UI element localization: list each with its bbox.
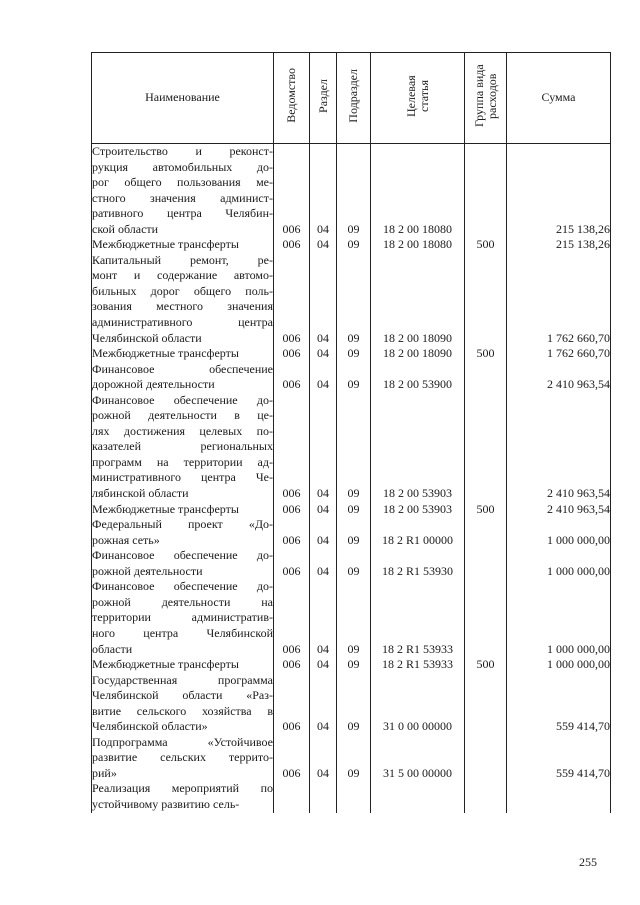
row-name-line: Государственная программа [92,672,273,687]
row-name-line: стного значения админист- [92,190,273,205]
row-expense-group: 500 [465,237,507,253]
row-target: 18 2 R1 00000 [371,517,465,548]
row-target: 18 2 R1 53930 [371,548,465,579]
row-expense-group [465,579,507,657]
row-expense-group [465,781,507,812]
row-target: 18 2 00 53903 [371,502,465,518]
row-razdel [310,781,337,812]
table-row [92,673,611,735]
row-name-line: дорожной деятельности [92,377,215,392]
row-vedomstvo: 006 [274,657,310,673]
row-sum: 1 000 000,00 [507,579,611,657]
table-row [92,144,611,238]
row-name-line: рожной деятельности на [92,594,273,609]
row-podrazdel: 09 [337,735,371,782]
row-name-line: ративного центра Челябин- [92,206,273,221]
row-name [92,393,274,502]
row-sum: 1 762 660,70 [507,253,611,346]
row-expense-group: 500 [465,657,507,673]
row-target: 18 2 00 18090 [371,253,465,346]
row-name-line: Финансовое обеспечение до- [92,548,273,563]
row-sum [507,781,611,812]
header-podrazdel: Подраздел [337,53,371,144]
row-sum: 559 414,70 [507,735,611,782]
row-name-line: рожная сеть» [92,532,160,547]
row-name-line: рог общего пользования ме- [92,175,273,190]
row-razdel: 04 [310,362,337,393]
row-podrazdel: 09 [337,393,371,502]
row-name-line: Строительство и реконст- [92,144,273,158]
row-name-line: Подпрограмма «Устойчивое [92,734,273,749]
row-name [92,346,274,362]
header-expense-group: Группа вида расходов [465,53,507,144]
table-header-row [92,53,611,144]
row-name-line: рукция автомобильных до- [92,159,273,174]
row-name-line: Челябинской области» [92,719,208,734]
row-name [92,362,274,393]
row-expense-group [465,362,507,393]
row-name-line: ской области [92,221,159,236]
row-name [92,735,274,782]
row-expense-group [465,735,507,782]
row-razdel: 04 [310,237,337,253]
row-vedomstvo: 006 [274,237,310,253]
row-name [92,579,274,657]
table-row [92,237,611,253]
row-name-line: программ на территории ад- [92,454,273,469]
row-podrazdel: 09 [337,517,371,548]
row-name-line: казателей региональных [92,439,273,454]
row-podrazdel: 09 [337,253,371,346]
row-expense-group: 500 [465,502,507,518]
row-podrazdel: 09 [337,362,371,393]
row-vedomstvo: 006 [274,517,310,548]
row-podrazdel: 09 [337,673,371,735]
header-name: Наименование [92,53,274,144]
row-sum: 215 138,26 [507,144,611,238]
row-razdel: 04 [310,673,337,735]
row-name-line: Капитальный ремонт, ре- [92,252,273,267]
row-name-line: лябинской области [92,486,189,501]
row-vedomstvo [274,781,310,812]
table-row [92,362,611,393]
row-name-line: Реализация мероприятий по [92,781,273,796]
row-podrazdel [337,781,371,812]
row-target: 31 5 00 00000 [371,735,465,782]
row-name-line: Финансовое обеспечение до- [92,392,273,407]
row-expense-group: 500 [465,346,507,362]
row-target: 18 2 R1 53933 [371,579,465,657]
row-razdel: 04 [310,346,337,362]
row-name [92,517,274,548]
row-expense-group [465,517,507,548]
table-body [92,144,611,813]
row-name-line: Челябинской области «Раз- [92,688,273,703]
table-row [92,781,611,812]
row-name [92,144,274,238]
row-name-line: Межбюджетные трансферты [92,657,239,672]
row-target: 31 0 00 00000 [371,673,465,735]
row-podrazdel: 09 [337,346,371,362]
row-name-line: Межбюджетные трансферты [92,346,239,361]
row-razdel: 04 [310,502,337,518]
row-expense-group [465,144,507,238]
row-sum: 1 762 660,70 [507,346,611,362]
row-vedomstvo: 006 [274,253,310,346]
table-row [92,517,611,548]
table-row [92,735,611,782]
table-row [92,502,611,518]
row-razdel: 04 [310,253,337,346]
row-podrazdel: 09 [337,657,371,673]
row-name-line: Межбюджетные трансферты [92,501,239,516]
row-name-line: ного центра Челябинской [92,625,273,640]
row-sum: 559 414,70 [507,673,611,735]
row-sum: 2 410 963,54 [507,393,611,502]
row-name [92,502,274,518]
row-target: 18 2 00 18080 [371,237,465,253]
page-number: 255 [579,855,597,869]
row-sum: 1 000 000,00 [507,517,611,548]
row-vedomstvo: 006 [274,144,310,238]
row-podrazdel: 09 [337,237,371,253]
row-name-line: рий» [92,765,117,780]
row-name-line: витие сельского хозяйства в [92,703,273,718]
row-name-line: Челябинской области [92,330,202,345]
table-row [92,548,611,579]
header-razdel: Раздел [310,53,337,144]
row-expense-group [465,673,507,735]
row-razdel: 04 [310,657,337,673]
table-row [92,393,611,502]
row-sum: 1 000 000,00 [507,657,611,673]
row-name-line: территории административ- [92,610,273,625]
table-row [92,346,611,362]
row-name-line: монт и содержание автомо- [92,268,273,283]
row-vedomstvo: 006 [274,579,310,657]
row-vedomstvo: 006 [274,735,310,782]
row-target [371,781,465,812]
row-sum: 2 410 963,54 [507,362,611,393]
row-razdel: 04 [310,144,337,238]
row-name [92,657,274,673]
header-sum: Сумма [507,53,611,144]
row-podrazdel: 09 [337,579,371,657]
row-vedomstvo: 006 [274,362,310,393]
row-name-line: министративного центра Че- [92,470,273,485]
header-target: Целевая статья [371,53,465,144]
row-target: 18 2 00 18090 [371,346,465,362]
row-target: 18 2 R1 53933 [371,657,465,673]
row-vedomstvo: 006 [274,673,310,735]
row-expense-group [465,548,507,579]
row-vedomstvo: 006 [274,346,310,362]
row-name-line: Финансовое обеспечение [92,361,273,376]
row-razdel: 04 [310,579,337,657]
row-name-line: развитие сельских террито- [92,750,273,765]
row-name [92,781,274,812]
row-sum: 215 138,26 [507,237,611,253]
row-podrazdel: 09 [337,548,371,579]
row-name-line: устойчивому развитию сель- [92,796,240,811]
row-razdel: 04 [310,548,337,579]
table-row [92,253,611,346]
row-name-line: бильных дорог общего поль- [92,283,273,298]
row-razdel: 04 [310,393,337,502]
row-name-line: Финансовое обеспечение до- [92,579,273,594]
row-podrazdel: 09 [337,502,371,518]
row-sum: 1 000 000,00 [507,548,611,579]
row-razdel: 04 [310,735,337,782]
row-sum: 2 410 963,54 [507,502,611,518]
table-row [92,657,611,673]
row-target: 18 2 00 53900 [371,362,465,393]
row-vedomstvo: 006 [274,548,310,579]
row-name-line: Межбюджетные трансферты [92,237,239,252]
row-name-line: административного центра [92,315,273,330]
row-razdel: 04 [310,517,337,548]
budget-table [91,52,611,813]
header-vedomstvo: Ведомство [274,53,310,144]
row-vedomstvo: 006 [274,393,310,502]
table-row [92,579,611,657]
row-podrazdel: 09 [337,144,371,238]
row-name [92,253,274,346]
row-name [92,548,274,579]
row-name-line: рожной деятельности в це- [92,408,273,423]
row-target: 18 2 00 53903 [371,393,465,502]
row-name-line: лях достижения целевых по- [92,423,273,438]
row-name-line: зования местного значения [92,299,273,314]
row-name [92,673,274,735]
row-name-line: рожной деятельности [92,563,203,578]
row-expense-group [465,393,507,502]
row-target: 18 2 00 18080 [371,144,465,238]
row-name-line: Федеральный проект «До- [92,517,273,532]
row-name-line: области [92,641,133,656]
row-vedomstvo: 006 [274,502,310,518]
row-name [92,237,274,253]
row-expense-group [465,253,507,346]
